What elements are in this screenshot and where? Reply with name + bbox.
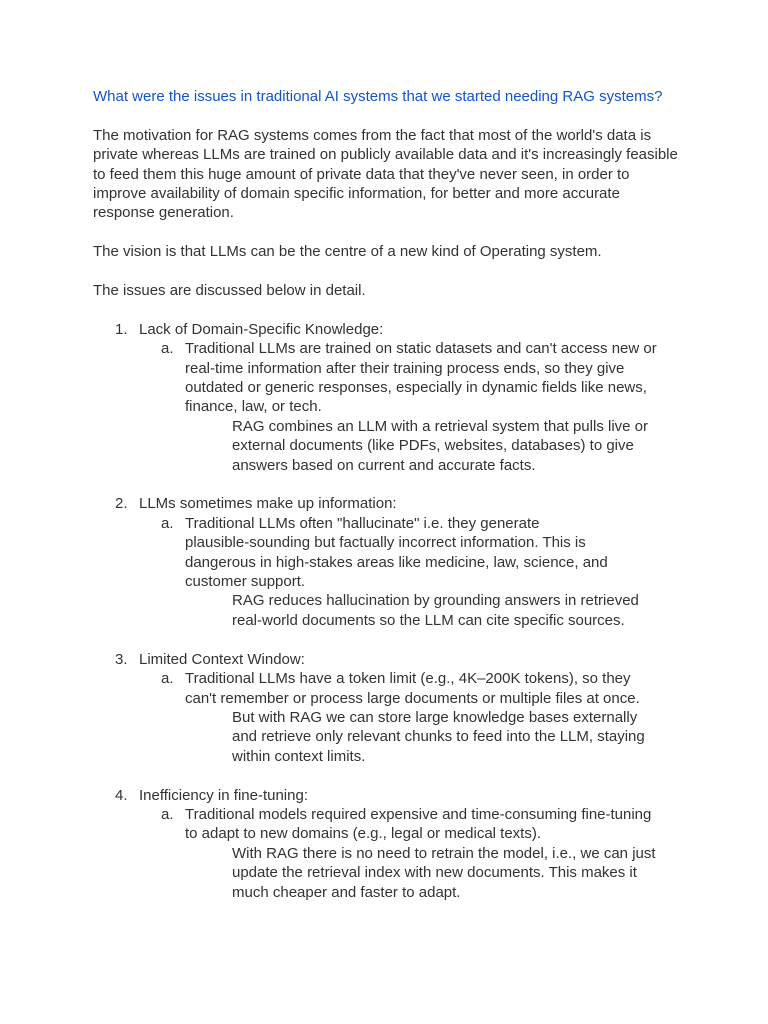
rag-solution-text bbox=[232, 844, 683, 902]
subitem-line: finance, law, or tech. bbox=[185, 398, 322, 416]
rag-line: RAG reduces hallucination by grounding answers in retrieved bbox=[232, 592, 639, 610]
issue-title: Lack of Domain-Specific Knowledge: bbox=[139, 320, 384, 338]
subitem-line: Traditional LLMs often "hallucinate" i.e. they generate bbox=[185, 514, 540, 532]
rag-solution-text bbox=[232, 708, 683, 766]
motivation-paragraph: The motivation for RAG systems comes from the fact that most of the world's data is private whereas LLMs are trained on publicly available data and it's increasingly feasible to feed them this huge amount of private data that they've never seen, in order to improve availability of domain specific information, for better and more accurate response generation. bbox=[93, 126, 678, 222]
rag-line: much cheaper and faster to adapt. bbox=[232, 883, 461, 901]
issue-title: Inefficiency in fine-tuning: bbox=[139, 786, 308, 804]
issue-title: LLMs sometimes make up information: bbox=[139, 495, 397, 513]
subitem-text bbox=[185, 339, 683, 417]
subitem-line: customer support. bbox=[185, 573, 306, 591]
issues-list bbox=[93, 320, 683, 902]
subitem-letter: a. bbox=[161, 670, 174, 688]
subitem-letter: a. bbox=[161, 514, 174, 532]
issue-item-2 bbox=[93, 494, 683, 630]
subitem-line: plausible-sounding but factually incorrect information. This is bbox=[185, 534, 586, 552]
subitem-line: outdated or generic responses, especially in dynamic fields like news, bbox=[185, 379, 647, 397]
rag-line: RAG combines an LLM with a retrieval system that pulls live or bbox=[232, 417, 648, 435]
issue-subitem bbox=[93, 514, 683, 592]
subitem-text bbox=[185, 514, 683, 592]
issue-item-4 bbox=[93, 786, 683, 902]
subitem-line: to adapt to new domains (e.g., legal or medical texts). bbox=[185, 825, 542, 843]
rag-line: answers based on current and accurate facts. bbox=[232, 456, 536, 474]
subitem-line: Traditional models required expensive and time-consuming fine-tuning bbox=[185, 805, 652, 823]
issues-intro-paragraph: The issues are discussed below in detail. bbox=[93, 282, 366, 300]
issue-subitem bbox=[93, 805, 683, 844]
issue-number: 3. bbox=[115, 650, 128, 668]
rag-line: But with RAG we can store large knowledge bases externally bbox=[232, 708, 638, 726]
rag-solution-text bbox=[232, 417, 683, 475]
rag-line: within context limits. bbox=[232, 747, 366, 765]
issue-subitem bbox=[93, 669, 683, 708]
subitem-line: Traditional LLMs have a token limit (e.g., 4K–200K tokens), so they bbox=[185, 670, 631, 688]
vision-paragraph: The vision is that LLMs can be the centre of a new kind of Operating system. bbox=[93, 243, 602, 261]
issue-title: Limited Context Window: bbox=[139, 650, 305, 668]
issue-subitem bbox=[93, 339, 683, 417]
document-page bbox=[93, 87, 683, 921]
subitem-letter: a. bbox=[161, 805, 174, 823]
rag-line: real-world documents so the LLM can cite specific sources. bbox=[232, 611, 625, 629]
subitem-text bbox=[185, 669, 683, 708]
issue-item-3 bbox=[93, 650, 683, 766]
subitem-line: dangerous in high-stakes areas like medicine, law, science, and bbox=[185, 553, 608, 571]
issue-number: 4. bbox=[115, 786, 128, 804]
rag-solution-text bbox=[232, 591, 683, 630]
issue-item-1 bbox=[93, 320, 683, 475]
rag-line: and retrieve only relevant chunks to feed into the LLM, staying bbox=[232, 728, 645, 746]
question-heading: What were the issues in traditional AI systems that we started needing RAG systems? bbox=[93, 88, 663, 105]
subitem-line: can't remember or process large documents or multiple files at once. bbox=[185, 689, 640, 707]
subitem-line: real-time information after their training process ends, so they give bbox=[185, 359, 625, 377]
subitem-line: Traditional LLMs are trained on static datasets and can't access new or bbox=[185, 340, 657, 358]
rag-line: external documents (like PDFs, websites, databases) to give bbox=[232, 437, 634, 455]
subitem-text bbox=[185, 805, 683, 844]
issue-number: 1. bbox=[115, 320, 128, 338]
issue-number: 2. bbox=[115, 495, 128, 513]
subitem-letter: a. bbox=[161, 340, 174, 358]
rag-line: With RAG there is no need to retrain the model, i.e., we can just bbox=[232, 844, 656, 862]
rag-line: update the retrieval index with new documents. This makes it bbox=[232, 864, 637, 882]
